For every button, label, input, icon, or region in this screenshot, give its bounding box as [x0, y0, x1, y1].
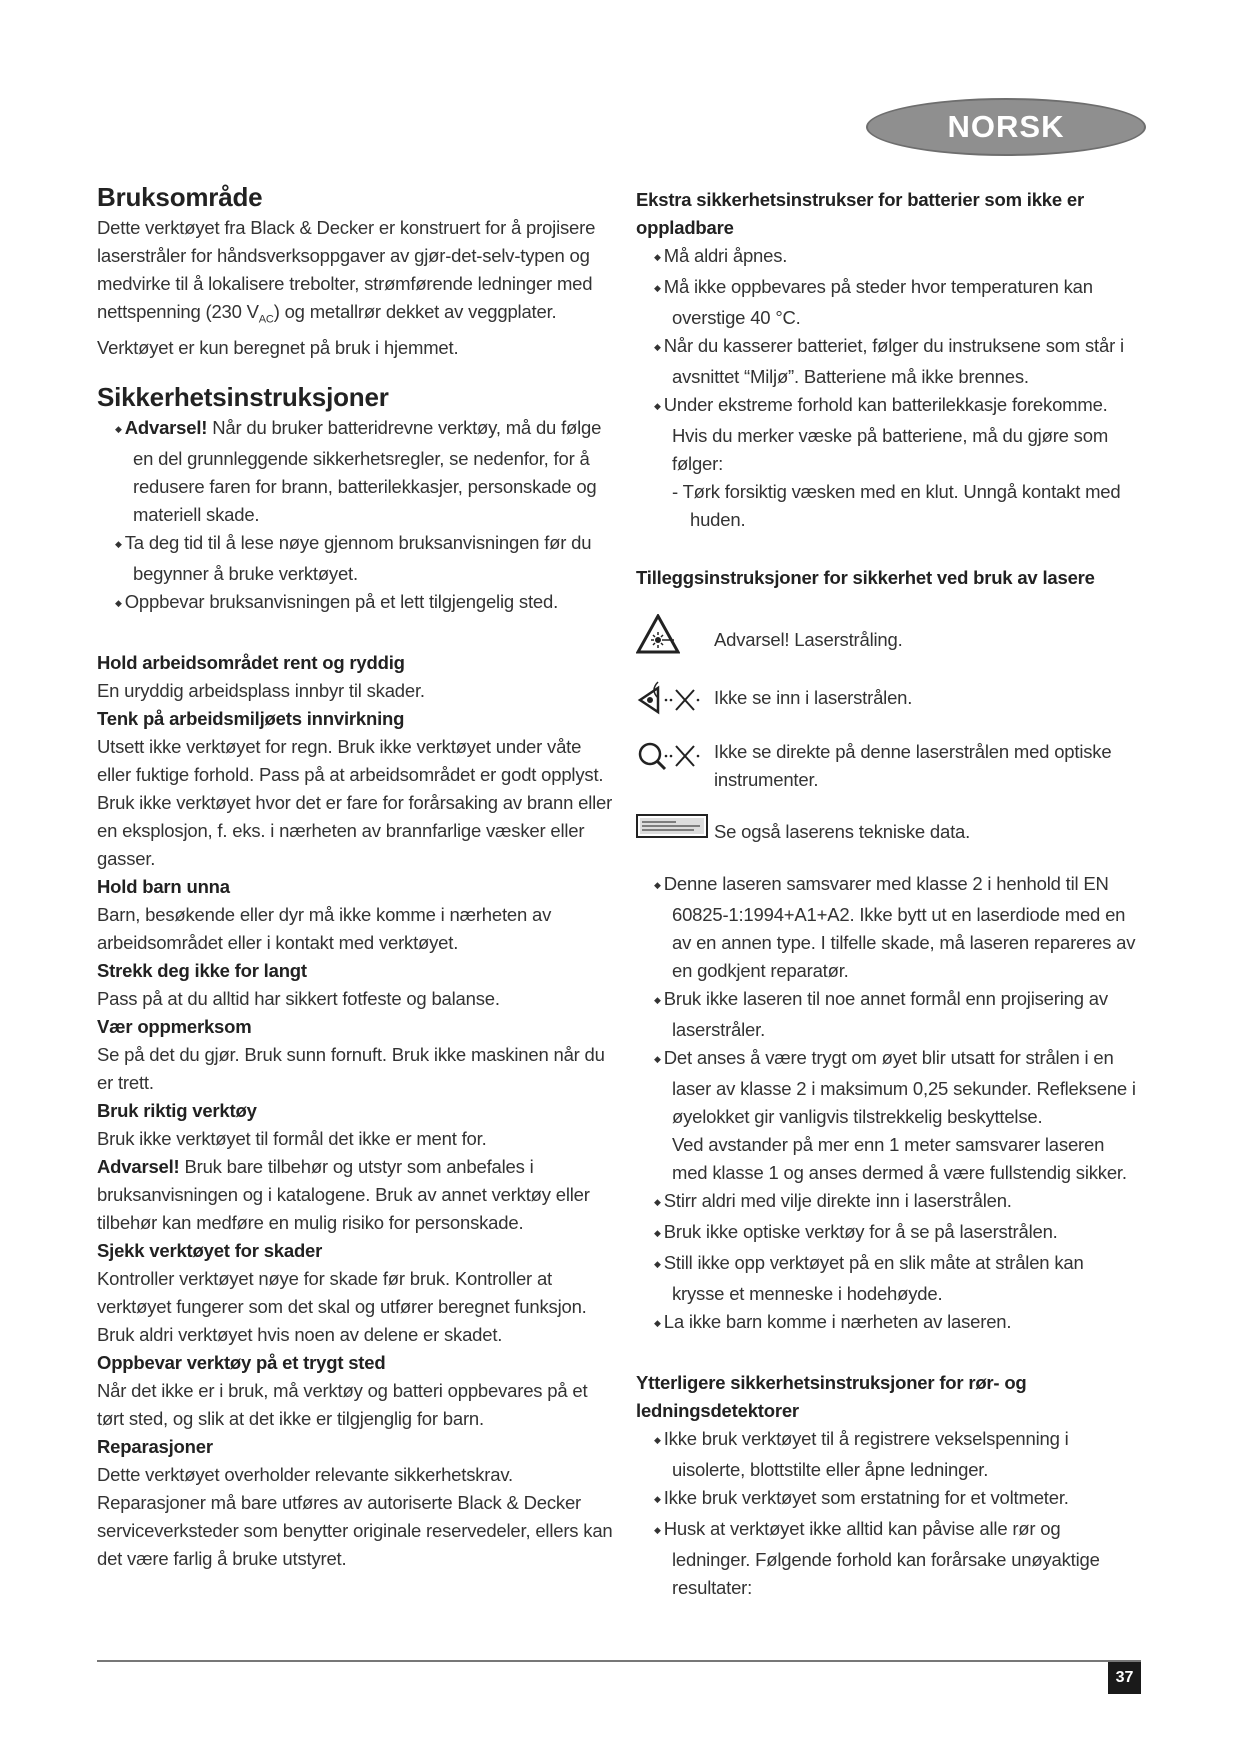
- paragraph: Kontroller verktøyet nøye for skade før bruk. Kontroller at verktøyet fungerer som det skal og utfører beregnet funksjon. Bruk aldri verktøyet hvis noen av delene er skadet.: [97, 1267, 587, 1345]
- battery-list: [636, 242, 1136, 478]
- subheading: Strekk deg ikke for langt: [97, 959, 307, 981]
- section-title-bruksomrade: Bruksområde: [97, 182, 263, 212]
- dash-item: - Tørk forsiktig væsken med en klut. Unngå kontakt med huden.: [672, 481, 1121, 530]
- list-item: ◆ Må aldri åpnes.: [636, 242, 1136, 273]
- paragraph: Pass på at du alltid har sikkert fotfeste og balanse.: [97, 987, 500, 1009]
- list-item: ◆ Oppbevar bruksanvisningen på et lett tilgjengelig sted.: [97, 588, 617, 619]
- subheading: Tenk på arbeidsmiljøets innvirkning: [97, 707, 405, 729]
- list-item: ◆ Ikke bruk verktøyet til å registrere vekselspenning i uisolerte, blottstilte eller åpne ledninger.: [636, 1425, 1136, 1484]
- language-label: NORSK: [947, 109, 1065, 144]
- subheading: Sjekk verktøyet for skader: [97, 1239, 323, 1261]
- paragraph: Se på det du gjør. Bruk sunn fornuft. Bruk ikke maskinen når du er trett.: [97, 1043, 605, 1093]
- paragraph: En uryddig arbeidsplass innbyr til skader.: [97, 679, 425, 701]
- list-item: ◆ Det anses å være trygt om øyet blir utsatt for strålen i en laser av klasse 2 i maksimum 0,25 sekunder. Refleksene i øyelokket gir vanligvis tilstrekkelig beskyttelse.: [636, 1044, 1136, 1131]
- symbol-text: Se også laserens tekniske data.: [714, 821, 971, 842]
- subheading-batteries: Ekstra sikkerhetsinstrukser for batterier som ikke er oppladbare: [636, 189, 1085, 238]
- list-item: ◆ Ikke bruk verktøyet som erstatning for et voltmeter.: [636, 1484, 1136, 1515]
- list-item: ◆ Må ikke oppbevares på steder hvor temperaturen kan overstige 40 °C.: [636, 273, 1136, 332]
- list-item: ◆ Advarsel! Når du bruker batteridrevne verktøy, må du følge en del grunnleggende sikkerhetsregler, se nedenfor, for å redusere faren for brann, batterilekkasjer, personskade og materiell skade.: [97, 414, 617, 529]
- footer-rule: [97, 1660, 1141, 1662]
- paragraph: Barn, besøkende eller dyr må ikke komme i nærheten av arbeidsområdet eller i kontakt med verktøyet.: [97, 903, 552, 953]
- safety-list: [97, 414, 617, 619]
- subheading: Hold barn unna: [97, 875, 230, 897]
- detector-list: [636, 1425, 1136, 1602]
- paragraph: Dette verktøyet overholder relevante sikkerhetskrav. Reparasjoner må bare utføres av autoriserte Black & Decker serviceverksteder som benytter originale reservedeler, ellers kan det være farlig å bruke utstyret.: [97, 1463, 613, 1569]
- symbol-row: [636, 738, 1136, 794]
- list-item: ◆ Still ikke opp verktøyet på en slik måte at strålen kan krysse et menneske i hodehøyde.: [636, 1249, 1136, 1308]
- laser-warning-icon: [636, 614, 714, 654]
- subheading: Reparasjoner: [97, 1435, 213, 1457]
- right-column: [636, 186, 1136, 1602]
- left-column: [97, 180, 617, 1573]
- list-item: ◆ Denne laseren samsvarer med klasse 2 i henhold til EN 60825-1:1994+A1+A2. Ikke bytt ut en laserdiode med en av en annen type. I tilfelle skade, må laseren repareres av en godkjent reparatør.: [636, 870, 1136, 985]
- subheading: Vær oppmerksom: [97, 1015, 252, 1037]
- list-item: ◆ Under ekstreme forhold kan batterilekkasje forekomme. Hvis du merker væske på batteriene, må du gjøre som følger:: [636, 391, 1136, 478]
- symbol-text: Ikke se inn i laserstrålen.: [714, 687, 913, 708]
- symbol-row: [636, 676, 1136, 722]
- subheading-laser: Tilleggsinstruksjoner for sikkerhet ved bruk av lasere: [636, 567, 1095, 588]
- list-item: ◆ Når du kasserer batteriet, følger du instruksene som står i avsnittet “Miljø”. Batteriene må ikke brennes.: [636, 332, 1136, 391]
- paragraph: Utsett ikke verktøyet for regn. Bruk ikke verktøyet under våte eller fuktige forhold. Pass på at arbeidsområdet er godt opplyst. Bruk ikke verktøyet hvor det er fare for forårsaking av brann eller en eksplosjon, f. eks. i nærheten av brannfarlige væsker eller gasser.: [97, 735, 613, 869]
- warning-paragraph: Advarsel! Bruk bare tilbehør og utstyr som anbefales i bruksanvisningen og i katalogene. Bruk av annet verktøy eller tilbehør kan medføre en mulig risiko for personskade.: [97, 1155, 590, 1233]
- symbol-text: Advarsel! Laserstråling.: [714, 629, 903, 650]
- symbol-row: [636, 614, 1136, 654]
- list-item: ◆ Stirr aldri med vilje direkte inn i laserstrålen.: [636, 1187, 1136, 1218]
- list-item: ◆ La ikke barn komme i nærheten av laseren.: [636, 1308, 1136, 1339]
- paragraph: Når det ikke er i bruk, må verktøy og batteri oppbevares på et tørt sted, og slik at det ikke er tilgjenglig for barn.: [97, 1379, 588, 1429]
- subheading: Oppbevar verktøy på et trygt sted: [97, 1351, 386, 1373]
- list-item: ◆ Ta deg tid til å lese nøye gjennom bruksanvisningen før du begynner å bruke verktøyet.: [97, 529, 617, 588]
- laser-list-2: [636, 1187, 1136, 1339]
- list-item: ◆ Husk at verktøyet ikke alltid kan påvise alle rør og ledninger. Følgende forhold kan forårsake unøyaktige resultater:: [636, 1515, 1136, 1602]
- section-title-sikkerhet: Sikkerhetsinstruksjoner: [97, 381, 389, 412]
- page-number: 37: [1108, 1662, 1141, 1694]
- list-item: ◆ Bruk ikke optiske verktøy for å se på laserstrålen.: [636, 1218, 1136, 1249]
- no-eye-icon: [636, 676, 714, 722]
- laser-label-icon: [636, 814, 714, 838]
- laser-list: [636, 870, 1136, 1131]
- list-item: ◆ Bruk ikke laseren til noe annet formål enn projisering av laserstråler.: [636, 985, 1136, 1044]
- subheading: Hold arbeidsområdet rent og ryddig: [97, 651, 405, 673]
- no-optics-icon: [636, 738, 714, 778]
- paragraph: Ved avstander på mer enn 1 meter samsvarer laseren med klasse 1 og anses dermed å være fullstendig sikker.: [672, 1134, 1127, 1183]
- bruksomrade-text: Dette verktøyet fra Black & Decker er konstruert for å projisere laserstråler for håndsverksoppgaver av gjør-det-selv-typen og medvirke til å lokalisere trebolter, strømførende ledninger med nettspenning (230 $V_{AC}$) og metallrør dekket av veggplater. Verktøyet er kun beregnet på bruk i hjemmet.: [97, 217, 596, 358]
- symbol-row: [636, 814, 1136, 846]
- subheading-detectors: Ytterligere sikkerhetsinstruksjoner for rør- og ledningsdetektorer: [636, 1372, 1027, 1421]
- symbol-text: Ikke se direkte på denne laserstrålen med optiske instrumenter.: [714, 741, 1112, 790]
- language-tab: [866, 98, 1146, 156]
- subheading: Bruk riktig verktøy: [97, 1099, 257, 1121]
- paragraph: Bruk ikke verktøyet til formål det ikke er ment for.: [97, 1127, 487, 1149]
